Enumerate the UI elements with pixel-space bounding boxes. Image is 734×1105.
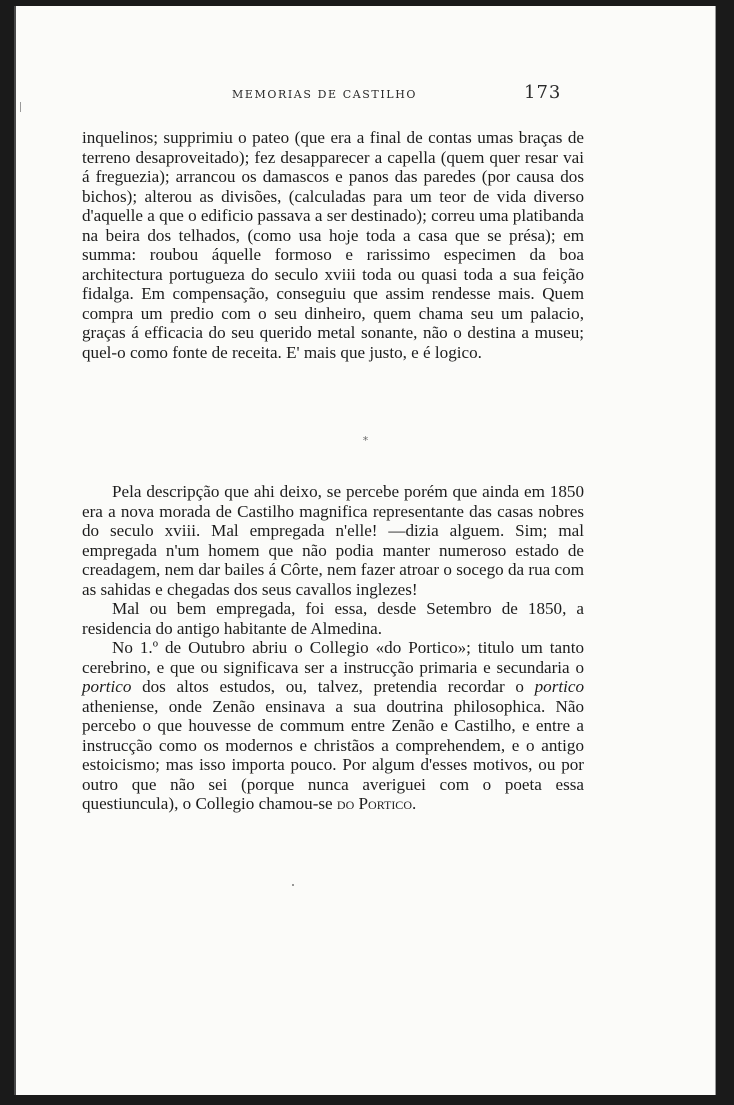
paragraph-continued: inquelinos; supprimiu o pateo (que era a final de contas umas braças de terreno desaproveitado); fez desapparecer a capella (quem quer resar vai á freguezia); arrancou os damascos e panos das paredes (por causa dos bichos); alterou as divisões, (calculadas para um teor de vida diverso d'aquelle a que o edificio passava a ser destinado); correu uma platibanda na beira dos telhados, (como usa hoje toda a casa que se présa); em summa: roubou áquelle formoso e rarissimo especimen da boa architectura portugueza do seculo xviii toda ou quasi toda a sua feição fidalga. Em compensação, conseguiu que assim rendesse mais. Quem compra um predio com o seu dinheiro, quem chama seu um palacio, graças á efficacia do seu querido metal sonante, não o destina a museu; quel-o como fonte de receita. E' mais que justo, e é logico.	[82, 128, 584, 362]
section-separator-asterisk: *	[362, 434, 369, 447]
text-block-bottom	[82, 482, 584, 814]
text-run: atheniense, onde Zenão ensinava a sua doutrina philosophica. Não percebo o que houvesse de commum entre Zenão e Castilho, e entre a instrucção como os modernos e christãos a comprehendem, e o antigo estoicismo; mas isso importa pouco. Por algum d'esses motivos, ou por outro que não sei (porque nunca averiguei com o poeta essa questiuncula), o Collegio chamou-se	[82, 696, 584, 813]
text-run: .	[411, 794, 417, 813]
book-page	[14, 6, 716, 1095]
print-speck	[292, 884, 294, 886]
text-run: No 1.º de Outubro abriu o Collegio «do Portico»; titulo um tanto cerebrino, e que ou significava ser a instrucção primaria e secundaria o	[82, 638, 584, 677]
italic-text: portico	[534, 677, 584, 696]
text-run: dos altos estudos, ou, talvez, pretendia recordar o	[131, 677, 535, 696]
text-block-top	[82, 128, 584, 362]
smallcaps-text: do Portico	[336, 794, 412, 813]
paragraph: Pela descripção que ahi deixo, se percebe porém que ainda em 1850 era a nova morada de Castilho magnifica representante das casas nobres do seculo xviii. Mal empregada n'elle! —dizia alguem. Sim; mal empregada n'um homem que não podia manter numeroso estado de creadagem, nem dar bailes á Côrte, nem fazer atroar o socego da rua com as sahidas e chegadas dos seus cavallos inglezes!	[82, 482, 584, 599]
paragraph	[82, 638, 584, 814]
page-number: 173	[524, 82, 562, 103]
paragraph: Mal ou bem empregada, foi essa, desde Setembro de 1850, a residencia do antigo habitante de Almedina.	[82, 599, 584, 638]
running-title: MEMORIAS DE CASTILHO	[232, 88, 418, 101]
italic-text: portico	[82, 677, 132, 696]
page-header	[16, 82, 715, 106]
